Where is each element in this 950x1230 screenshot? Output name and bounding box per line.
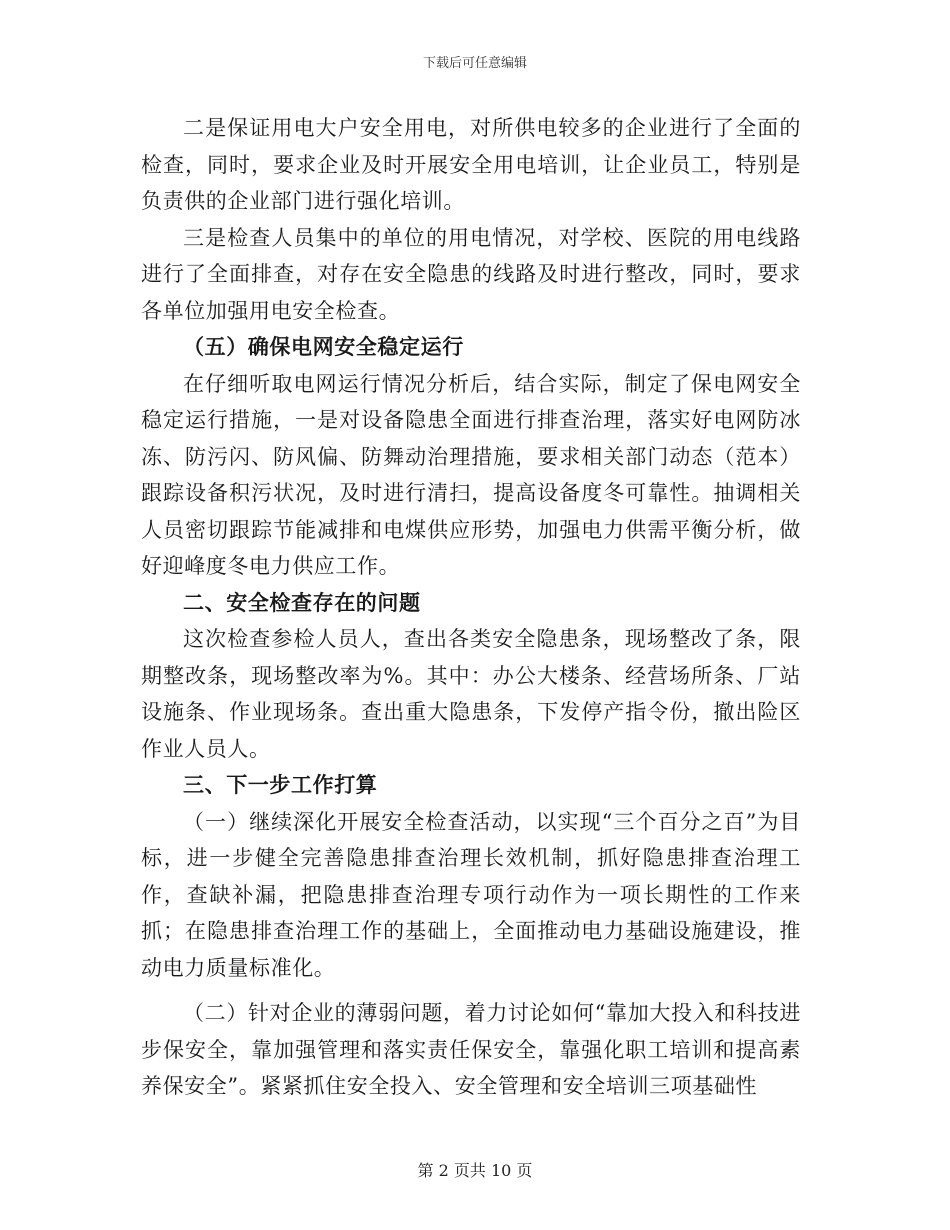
paragraph-next-step-two: （二）针对企业的薄弱问题，着力讨论如何“靠加大投入和科技进步保安全，靠加强管理和落实责任保安全，靠强化职工培训和提高素养保安全”。紧紧抓住安全投入、安全管理和安全培训三项基础性 bbox=[141, 1001, 801, 1098]
paragraph-inspection-results: 这次检查参检人员人，查出各类安全隐患条，现场整改了条，限期整改条，现场整改率为%。其中：办公大楼条、经营场所条、厂站设施条、作业现场条。查出重大隐患条，下发停产指令份，撤出险区作业人员人。 bbox=[141, 627, 801, 761]
section-heading-problems: 二、安全检查存在的问题 bbox=[183, 590, 421, 615]
document-body bbox=[141, 110, 801, 1105]
page-footer: 第 2 页共 10 页 bbox=[417, 1161, 533, 1180]
paragraph-power-users: 二是保证用电大户安全用电，对所供电较多的企业进行了全面的检查，同时，要求企业及时开展安全用电培训，让企业员工，特别是负责供的企业部门进行强化培训。 bbox=[141, 116, 801, 213]
page-header: 下载后可任意编辑 bbox=[422, 56, 527, 71]
section-heading-next-steps: 三、下一步工作打算 bbox=[183, 773, 378, 797]
section-heading-grid-safety: （五）确保电网安全稳定运行 bbox=[183, 335, 464, 359]
paragraph-next-step-one: （一）继续深化开展安全检查活动，以实现“三个百分之百”为目标，进一步健全完善隐患排查治理长效机制，抓好隐患排查治理工作，查缺补漏，把隐患排查治理专项行动作为一项长期性的工作来抓；在隐患排查治理工作的基础上，全面推动电力基础设施建设，推动电力质量标准化。 bbox=[141, 809, 801, 980]
paragraph-crowded-units: 三是检查人员集中的单位的用电情况，对学校、医院的用电线路进行了全面排查，对存在安全隐患的线路及时进行整改，同时，要求各单位加强用电安全检查。 bbox=[141, 225, 801, 323]
paragraph-gap bbox=[141, 986, 801, 995]
paragraph-grid-measures: 在仔细听取电网运行情况分析后，结合实际，制定了保电网安全稳定运行措施，一是对设备隐患全面进行排查治理，落实好电网防冰冻、防污闪、防风偏、防舞动治理措施，要求相关部门动态（范本）跟踪设备积污状况，及时进行清扫，提高设备度冬可靠性。抽调相关人员密切跟踪节能减排和电煤供应形势，加强电力供需平衡分析，做好迎峰度冬电力供应工作。 bbox=[141, 371, 801, 578]
